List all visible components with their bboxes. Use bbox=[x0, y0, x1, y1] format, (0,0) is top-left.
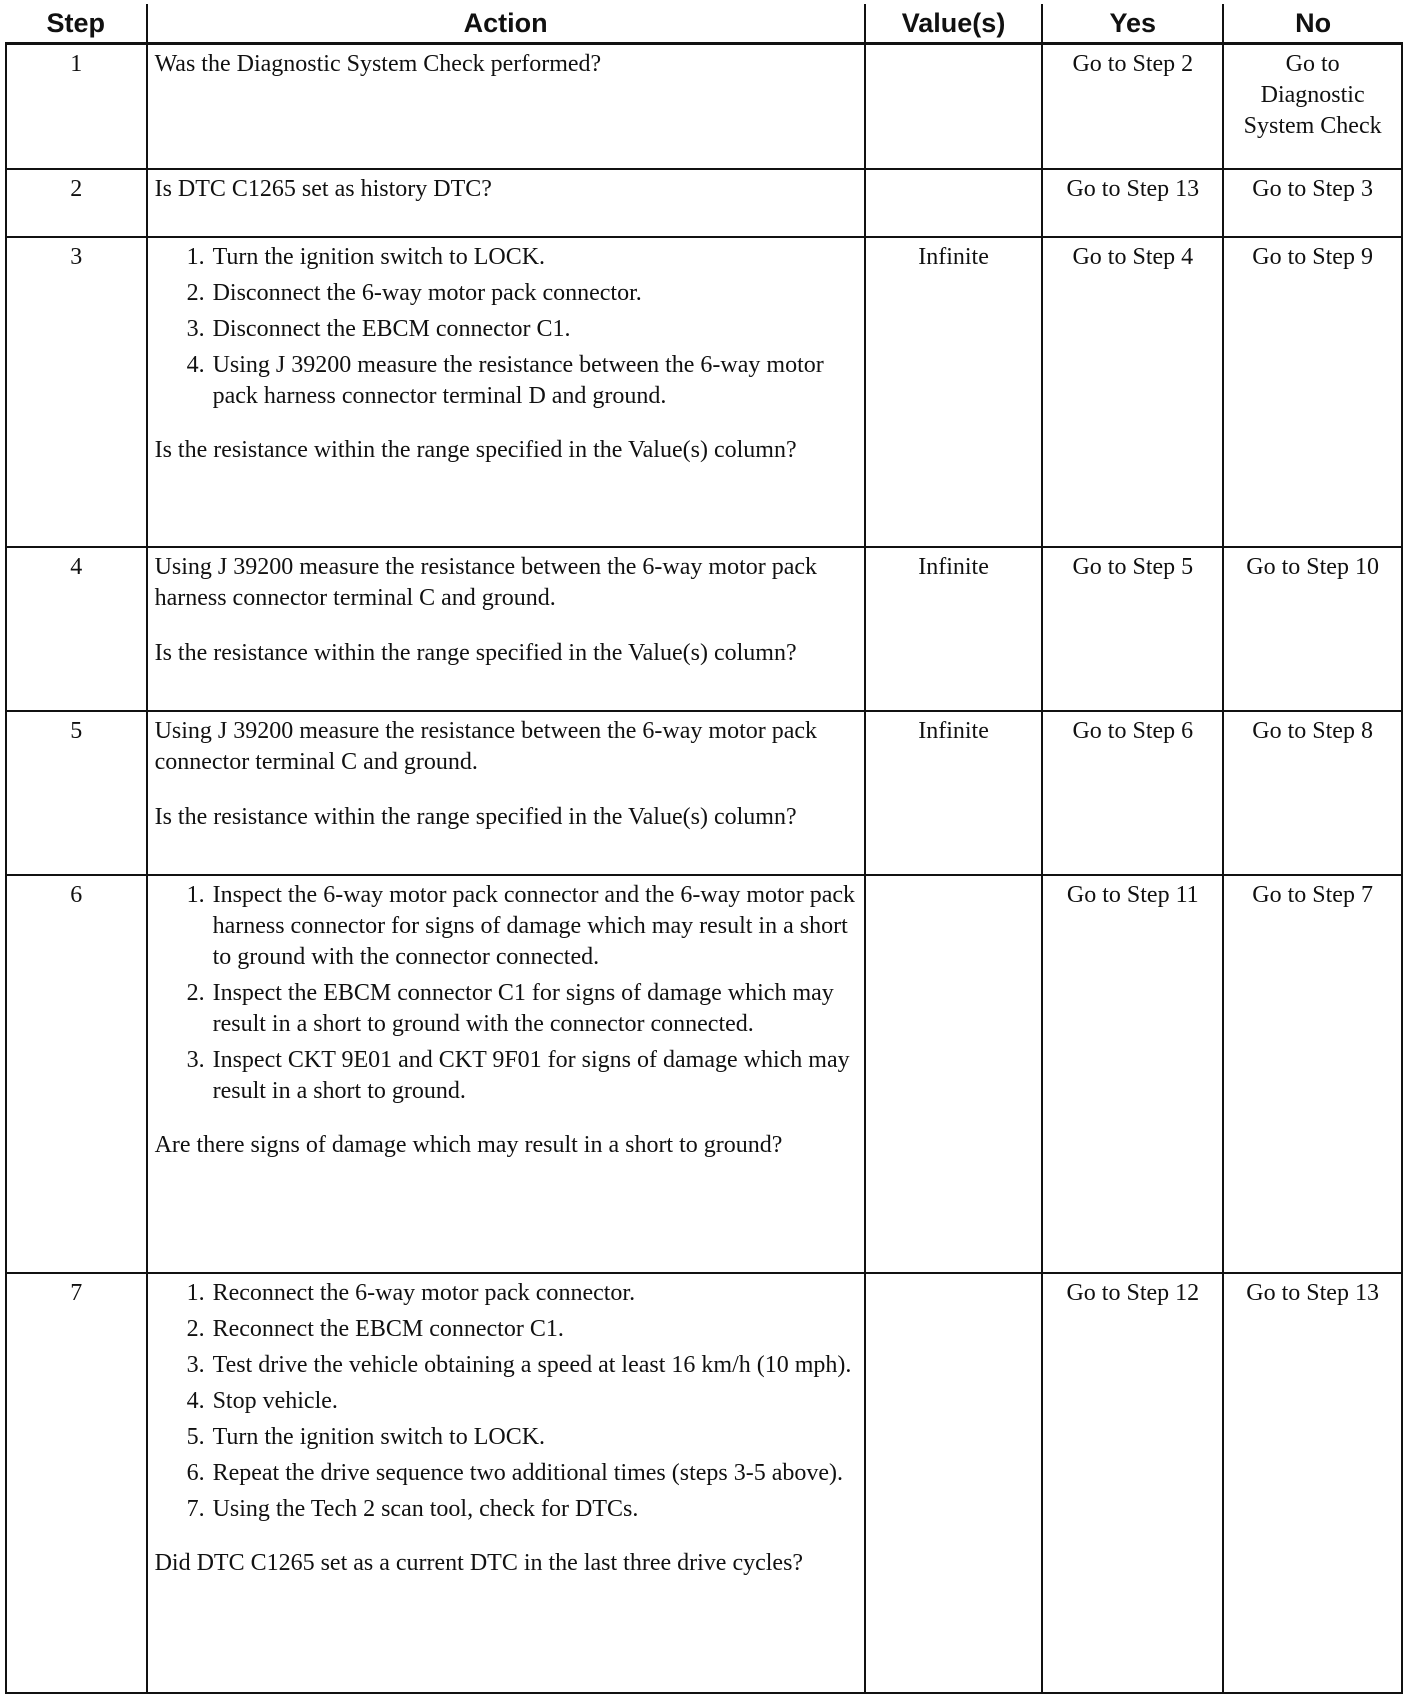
action-question: Are there signs of damage which may result in a short to ground? bbox=[154, 1131, 783, 1158]
action-list bbox=[155, 1278, 857, 1525]
action-question: Is the resistance within the range specified in the Value(s) column? bbox=[154, 639, 797, 666]
action-list-item: 2. Reconnect the EBCM connector C1. bbox=[211, 1314, 857, 1345]
header-no: No bbox=[1223, 4, 1402, 44]
action-text: Was the Diagnostic System Check performed? bbox=[154, 51, 602, 77]
action-cell bbox=[147, 1273, 865, 1693]
action-list-item: 1. Turn the ignition switch to LOCK. bbox=[211, 242, 857, 273]
step-number: 4 bbox=[6, 547, 147, 711]
step-number: 1 bbox=[6, 44, 147, 169]
table-row bbox=[6, 237, 1402, 547]
header-step: Step bbox=[6, 4, 147, 44]
value-cell bbox=[865, 44, 1043, 169]
yes-cell: Go to Step 5 bbox=[1042, 547, 1223, 711]
action-list-item: 5. Turn the ignition switch to LOCK. bbox=[211, 1422, 857, 1453]
action-cell bbox=[147, 44, 865, 169]
action-question: Did DTC C1265 set as a current DTC in the last three drive cycles? bbox=[154, 1549, 804, 1576]
value-cell bbox=[865, 1273, 1043, 1693]
action-list-item: 1. Reconnect the 6-way motor pack connector. bbox=[211, 1278, 857, 1309]
yes-cell: Go to Step 2 bbox=[1042, 44, 1223, 169]
action-list bbox=[155, 242, 857, 412]
header-values: Value(s) bbox=[865, 4, 1043, 44]
action-text: Using J 39200 measure the resistance between the 6-way motor pack connector terminal C and ground. bbox=[154, 717, 818, 775]
value-cell: Infinite bbox=[865, 237, 1043, 547]
action-list-item: 3. Inspect CKT 9E01 and CKT 9F01 for signs of damage which may result in a short to ground. bbox=[211, 1045, 857, 1107]
step-number: 6 bbox=[6, 875, 147, 1273]
yes-cell: Go to Step 12 bbox=[1042, 1273, 1223, 1693]
action-list-item: 3. Test drive the vehicle obtaining a speed at least 16 km/h (10 mph). bbox=[211, 1350, 857, 1381]
table-row bbox=[6, 1273, 1402, 1693]
header-row bbox=[6, 4, 1402, 44]
action-text: Is DTC C1265 set as history DTC? bbox=[154, 175, 492, 202]
action-list-item: 6. Repeat the drive sequence two additional times (steps 3-5 above). bbox=[211, 1458, 857, 1489]
no-cell: Go to Step 9 bbox=[1223, 237, 1402, 547]
step-number: 2 bbox=[6, 169, 147, 237]
step-number: 5 bbox=[6, 711, 147, 875]
action-list bbox=[155, 880, 857, 1107]
action-list-item: 1. Inspect the 6-way motor pack connector and the 6-way motor pack harness connector for signs of damage which may result in a short to ground with the connector connected. bbox=[211, 880, 857, 973]
table-row bbox=[6, 44, 1402, 169]
yes-cell: Go to Step 11 bbox=[1042, 875, 1223, 1273]
step-number: 7 bbox=[6, 1273, 147, 1693]
action-text: Using J 39200 measure the resistance between the 6-way motor pack harness connector terminal C and ground. bbox=[154, 553, 818, 611]
no-cell: Go to Step 8 bbox=[1223, 711, 1402, 875]
no-cell: Go to Step 10 bbox=[1223, 547, 1402, 711]
diagnostic-table bbox=[5, 4, 1403, 1694]
action-cell bbox=[147, 169, 865, 237]
no-cell: Go to Step 3 bbox=[1223, 169, 1402, 237]
action-question: Is the resistance within the range specified in the Value(s) column? bbox=[154, 436, 797, 463]
yes-cell: Go to Step 4 bbox=[1042, 237, 1223, 547]
yes-cell: Go to Step 6 bbox=[1042, 711, 1223, 875]
action-cell bbox=[147, 547, 865, 711]
action-cell bbox=[147, 237, 865, 547]
no-cell: Go to Step 7 bbox=[1223, 875, 1402, 1273]
action-list-item: 3. Disconnect the EBCM connector C1. bbox=[211, 314, 857, 345]
header-action: Action bbox=[147, 4, 865, 44]
no-cell: Go to Diagnostic System Check bbox=[1223, 44, 1402, 169]
table-row bbox=[6, 547, 1402, 711]
table-row bbox=[6, 711, 1402, 875]
action-cell bbox=[147, 711, 865, 875]
action-list-item: 2. Inspect the EBCM connector C1 for signs of damage which may result in a short to ground with the connector connected. bbox=[211, 978, 857, 1040]
action-list-item: 4. Stop vehicle. bbox=[211, 1386, 857, 1417]
action-question: Is the resistance within the range specified in the Value(s) column? bbox=[154, 803, 797, 830]
table-row bbox=[6, 875, 1402, 1273]
table-row bbox=[6, 169, 1402, 237]
value-cell: Infinite bbox=[865, 547, 1043, 711]
yes-cell: Go to Step 13 bbox=[1042, 169, 1223, 237]
no-cell: Go to Step 13 bbox=[1223, 1273, 1402, 1693]
value-cell bbox=[865, 169, 1043, 237]
action-list-item: 7. Using the Tech 2 scan tool, check for DTCs. bbox=[211, 1494, 857, 1525]
action-list-item: 2. Disconnect the 6-way motor pack connector. bbox=[211, 278, 857, 309]
action-cell bbox=[147, 875, 865, 1273]
action-list-item: 4. Using J 39200 measure the resistance between the 6-way motor pack harness connector terminal D and ground. bbox=[211, 350, 857, 412]
header-yes: Yes bbox=[1042, 4, 1223, 44]
value-cell bbox=[865, 875, 1043, 1273]
step-number: 3 bbox=[6, 237, 147, 547]
value-cell: Infinite bbox=[865, 711, 1043, 875]
